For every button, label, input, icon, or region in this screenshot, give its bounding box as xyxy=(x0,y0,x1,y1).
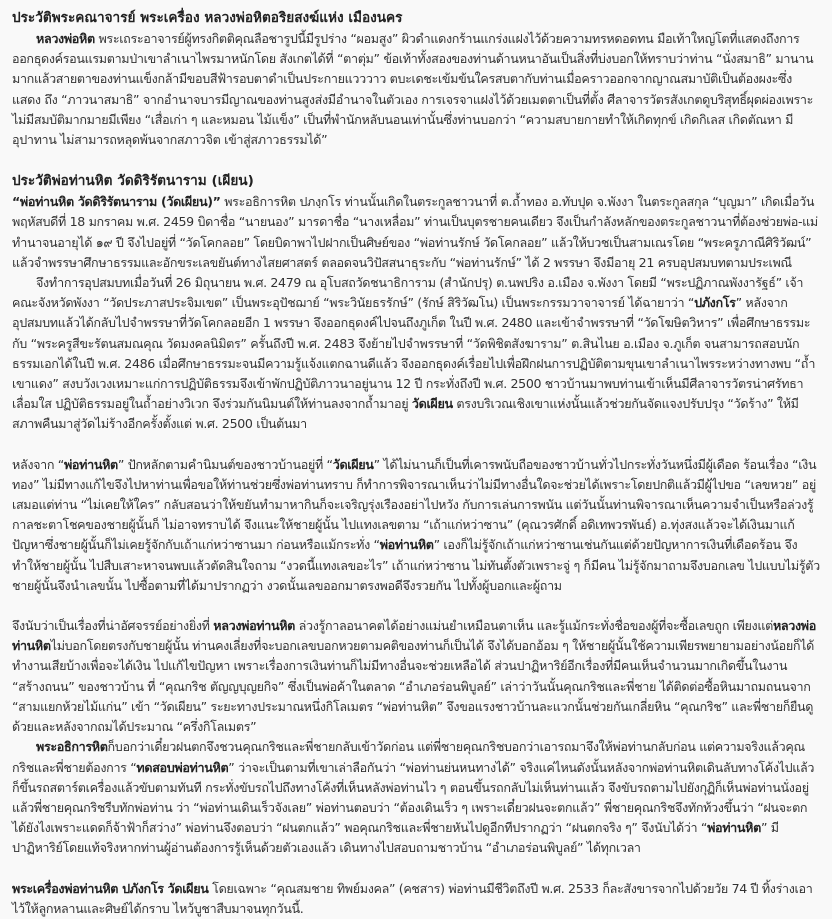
body-text: จึงทำการอุปสมบทเมื่อวันที่ 26 มิถุนายน พ.ศ. 2479 ณ อุโบสถวัดชนาธิการาม (สำนักปรุ) ต.นพปริง อ.เมือง จ.พังงา โดยมี “พระปฏิภาณพังงารัฐธ์” เจ้าคณะจังหวัดพังงา “วัดประภาสประจิมเขต” เป็นพระอุปัชฌาย์ “พระวินัยธรรักษ์” (รักษ์ สิริวัฒโน) เป็นพระกรรมวาจาจารย์ ได้ฉายาว่า “ xyxy=(12,275,804,311)
spacer xyxy=(12,435,820,455)
body-text: หลังจาก “ xyxy=(12,456,64,472)
paragraph xyxy=(12,29,820,150)
emphasis-text: วัดเผียน xyxy=(332,456,374,472)
emphasis-text: พระอธิการหิต xyxy=(36,739,108,755)
paragraph xyxy=(12,616,820,737)
body-text: โดยเฉพาะ “คุณสมชาย ทิพย์มงคล” (คชสาร) พ่อท่านมีชีวิตถึงปี พ.ศ. 2533 ก็ละสังขารจากไปด้วยวัย 74 ปี ทิ้งร่างเอาไว้ให้ลูกหลานและศิษย์ได้กราบ ไหว้บูชาสืบมาจนทุกวันนี้. xyxy=(12,880,813,916)
emphasis-text: หลวงพ่อท่านหิต xyxy=(12,618,816,654)
body-text: พระเถระอาจารย์ผู้ทรงกิตติคุณลือชารูปนี้มีรูปร่าง “ผอมสูง” ผิวดำแดงกร้านแกร่งแฝงไว้ด้วยความทรหดอดทน มือเท้าใหญ่โตที่แสดงถึงการออกธุดงค์รอนแรมตามป่าเขาลำเนาไพรมาหนักโดย สังเกตได้ที่ “ตาตุ่ม” ข้อเท้าทั้งสองของท่านด้านหนาอันเป็นสิ่งที่บ่งบอกให้ทราบว่าท่าน “นั่งสมาธิ” มานานมากแล้วสายตาของท่านแข็งกล้ามีขอบสีฟ้ารอบตาดำเป็นประกายแวววาว ตบะเดชะเข้มข้นใครสบตากับท่านเมื่อคราวออกจากญาณสมาบัติเป็นต้องผงะซึ่งแสดง ถึง “ภาวนาสมาธิ” จากอำนาจบารมีญาณของท่านสูงส่งมีอำนาจในตัวเอง การเจรจาแฝงไว้ด้วยเมตตาเป็นที่ตั้ง ศีลาจารวัตรสังเกตดูบริสุทธิ์ผุดผ่องเพราะไม่มีสมบัติมากมายมีเพียง “เสื่อเก่า ๆ และหมอน ไม้แข็ง” เป็นที่พำนักหลับนอนเท่านั้นซึ่งท่านบอกว่า “ความสบายกายทำให้เกิดทุกข์ เกิดกิเลส เกิดตัณหา มีอุปาทาน ไม่สามารถหลุดพ้นจากสภาวจิต เข้าสู่สภาวธรรมได้” xyxy=(12,31,814,148)
emphasis-text: ทดสอบพ่อท่านหิต xyxy=(136,759,229,775)
spacer xyxy=(12,596,820,616)
spacer xyxy=(12,150,820,170)
body-text: จึงนับว่าเป็นเรื่องที่น่าอัศจรรย์อย่างยิ่งที่ xyxy=(12,618,214,634)
paragraph xyxy=(12,737,820,858)
emphasis-text: พ่อท่านหิต xyxy=(707,820,761,836)
body-text: ” หลังจากอุปสมบทแล้วได้กลับไปจำพรรษาที่วัดโคกลอยอีก 1 พรรษา จึงออกธุดงค์ไปจนถึงภูเก็ต ในปี พ.ศ. 2480 และเข้าจำพรรษาที่ “วัดโฆษิตวิหาร” เพื่อศึกษาธรรมะกับ “พระครูสีขะรัตนสมณคุณ วัดมงคลนิมิตร” ครั้นถึงปี พ.ศ. 2483 จึงย้ายไปจำพรรษาที่ “วัดพิชิตสังฆาราม” ต.สินไนย อ.เมือง จ.ภูเก็ต จนสามารถสอบนักธรรมเอกได้ในปี พ.ศ. 2486 เมื่อศึกษาธรรมะจนมีความรู้แจ้งแตกฉานดีแล้ว จึงออกธุดงค์เรื่อยไปเพื่อฝึกฝนการปฏิบัติตามขุนเขาลำเนาไพรระหว่างทางพบ “ถ้ำเขาแดง” สงบวังเวงเหมาะแก่การปฏิบัติธรรมจึงเข้าพักปฏิบัติภาวนาอยู่นาน 12 ปี กระทั่งถึงปี พ.ศ. 2500 ชาวบ้านมาพบท่านเข้าเห็นมีศีลาจารวัตรน่าศรัทธาเลื่อมใส ปฏิบัติธรรมอยู่ในถ้ำอย่างวิเวก จึงร่วมกันนิมนต์ให้ท่านลงจากถ้ำมาอยู่ xyxy=(12,295,816,412)
body-text: พระอธิการหิต ปภงฺกโร ท่านนั้นเกิดในตระกูลชาวนาที่ ต.ถ้ำทอง อ.ทับปุด จ.พังงา ในตระกูลสกุล “บุญมา” เกิดเมื่อวันพฤหัสบดีที่ 18 มกราคม พ.ศ. 2459 บิดาชื่อ “นายนอง” มารดาชื่อ “นางเหลื่อม” ท่านเป็นบุตรชายคนเดียว จึงเป็นกำลังหลักของตระกูลชาวนาที่ต้องช่วยพ่อ-แม่ทำนาจนอายุได้ ๑๙ ปี จึงไปอยู่ที่ “วัดโคกลอย” โดยบิดาพาไปฝากเป็นศิษย์ของ “พ่อท่านรักษ์ วัดโคกลอย” แล้วให้บวชเป็นสามเณรโดย “พระครูภาณีศิริวัฒน์” แล้วจำพรรษาศึกษาธรรมและอักขระเลขยันต์ทางไสยศาสตร์ ตลอดจนวิปัสสนาธุระกับ “พ่อท่านรักษ์” ได้ 2 พรรษา จึงมีอายุ 21 ครบอุปสมบทตามประเพณี xyxy=(12,194,818,270)
emphasis-text: หลวงพ่อหิต xyxy=(36,31,95,46)
spacer xyxy=(12,859,820,879)
paragraph xyxy=(12,273,820,435)
body-text: ไม่บอกโดยตรงกับชายผู้นั้น ท่านคงเลี่ยงที่จะบอกเลขบอกหวยตามคติของท่านก็เป็นได้ จึงได้บอกอ้อม ๆ ให้ชายผู้นั้นใช้ความเพียรพยายามอย่างน้อยก็ได้ทำงานเสียบ้างเพื่อจะได้เงิน ไปแก้ไขปัญหา เพราะเรื่องการเงินท่านก็ไม่มีทางอื่นจะช่วยเหลือได้ ส่วนปาฏิหาริย์อีกเรื่องที่มีคนเห็นจำนวนมากเกิดขึ้นในงาน “สร้างถนน” ของชาวบ้าน ที่ “คุณกริช ตัญญบุญยกิจ” ซึ่งเป็นพ่อค้าในตลาด “อำเภอร่อนพิบูลย์” เล่าว่าวันนั้นคุณกริชและพี่ชาย ได้ติดต่อซื้อหินมาถมถนนจาก “สามแยกห้วยไม้แก่น” เข้า “วัดเผียน” ระยะทางประมาณหนึ่งกิโลเมตร “พ่อท่านหิต” จึงขอแรงชาวบ้านละแวกนั้นช่วยกันเกลี่ยหิน “คุณกริช” และพี่ชายก็ยืนดูด้วยและหลังจากถมได้ประมาณ “ครึ่งกิโลเมตร” xyxy=(12,638,814,735)
body-text: ล่วงรู้กาลอนาคตได้อย่างแม่นยำเหมือนตาเห็น และรู้แม้กระทั่งชื่อของผู้ที่จะซื้อเลขถูก เพียงแต่ xyxy=(295,618,773,634)
emphasis-text: “พ่อท่านหิต วัดดิริรัตนาราม (วัดเผียน)” xyxy=(12,194,221,210)
section-title-biography-luang-pho-hit: ประวัติพระคณาจารย์ พระเครื่อง หลวงพ่อหิตอริยสงฆ์แห่ง เมืองนคร xyxy=(12,10,403,26)
emphasis-text: วัดเผียน xyxy=(411,396,453,412)
body-text: ” ว่าจะเป็นตามที่เขาเล่าลือกันว่า “พ่อท่านย่นหนทางได้” จริงแค่ไหนดังนั้นหลังจากพ่อท่านหิตเดินลับทางโค้งไปแล้ว ก็ขึ้นรถสตาร์ตเครื่องแล้วขับตามทันที กระทั่งขับรถไปถึงทางโค้งที่เห็นหลังพ่อท่านไว ๆ ตอนขึ้นรถกลับไม่เห็นท่านแล้ว จึงขับรถตามไปยังกุฏิก็เห็นพ่อท่านนั่งอยู่แล้วพี่ชายคุณกริชรีบทักพ่อท่าน ว่า “พ่อท่านเดินเร็วจังเลย” พ่อท่านตอบว่า “ต้องเดินเร็ว ๆ เพราะเดี๋ยวฝนจะตกแล้ว” พี่ชายคุณกริชจึงทักท้วงขึ้นว่า “ฝนจะตกได้ยังไงเพราะแดดก็จ้าฟ้าก็สว่าง” พ่อท่านจึงตอบว่า “ฝนตกแล้ว” พอคุณกริชและพี่ชายหันไปดูอีกทีปรากฏว่า “ฝนตกจริง ๆ” จึงนับได้ว่า “ xyxy=(12,759,815,836)
emphasis-text: หลวงพ่อท่านหิต xyxy=(213,618,296,634)
section-title-biography-wat-phian: ประวัติพ่อท่านหิต วัดดิริรัตนาราม (เผียน) xyxy=(12,173,254,190)
body-text: ” ได้ไม่นานก็เป็นที่เคารพนับถือของชาวบ้านทั่วไปกระทั่งวันหนึ่งมีผู้เดือด ร้อนเรื่อง “เงินทอง” ไม่มีทางแก้ไขจึงไปหาท่านเพื่อขอให้ท่านช่วยซึ่งพ่อท่านทราบ ก็ทำการพิจารณาเห็นว่าไม่มีทางอื่นใดจะช่วยได้เพราะโดยปกติแล้วมีผู้ไปขอ “เลขหวย” อยู่เสมอแต่ท่าน “ไม่เคยให้ใคร” กลับสอนว่าให้ขยันทำมาหากินก็จะเจริญรุ่งเรืองอย่าไปหวัง กับการเล่นการพนัน แต่วันนั้นท่านพิจารณาเห็นความจำเป็นหรือล่วงรู้กาลชะตาโชคของชายผู้นั้นก็ ไม่อาจทราบได้ จึงแนะให้ชายผู้นั้น ไปแทงเลขตาม “เถ้าแก่หว่าซาน” (คุณวรศักดิ์ อดิเทพวรพันธ์) อ.ทุ่งสงแล้วจะได้เงินมาแก้ปัญหาซึ่งชายผู้นั้นก็ไม่เคยรู้จักกับเถ้าแก่หว่าซานมา ก่อนหรือแม้กระทั่ง “ xyxy=(12,456,817,553)
emphasis-text: พ่อท่านหิต xyxy=(379,537,434,553)
body-text: ตรงบริเวณเชิงเขาแห่งนั้นแล้วช่วยกันจัดแจงปรับปรุง “วัดร้าง” ให้มีสภาพคืนมาสู่วัดไม่ร้างอีกครั้งตั้งแต่ พ.ศ. 2500 เป็นต้นมา xyxy=(12,396,799,432)
paragraph xyxy=(12,192,820,273)
body-text: ” มีปาฏิหาริย์โดยแท้จริงหากท่านผู้อ่านต้องการรู้เห็นด้วยตัวเองแล้ว เดินทางไปสอบถามชาวบ้าน “อำเภอร่อนพิบูลย์” ได้ทุกเวลา xyxy=(12,820,779,856)
body-text: ” ปักหลักตามคำนิมนต์ของชาวบ้านอยู่ที่ “ xyxy=(117,456,333,472)
body-text: ” เองก็ไม่รู้จักเถ้าแก่หว่าซานเช่นกันแต่ด้วยปัญหาการเงินที่เดือดร้อน จึงทำให้ชายผู้นั้น ไปสืบเสาะหาจนพบแล้วตัดสินใจถาม “งวดนี้แทงเลขอะไร” เถ้าแก่หว่าซาน ไม่ทันตั้งตัวเพราะจู่ ๆ ก็มีคน ไม่รู้จักมาถามจึงบอกเลข ไปแบบไม่รู้ตัว ชายผู้นั้นจึงนำเลขนั้น ไปซื้อตามที่ได้มาปรากฏว่า งวดนั้นเลขออกมาตรงพอดีจึงรวยกัน ไปทั้งผู้บอกและผู้ถาม xyxy=(12,537,820,593)
body-text: ก็บอกว่าเดี๋ยวฝนตกจึงชวนคุณกริชและพี่ชายกลับเข้าวัดก่อน แต่พี่ชายคุณกริชบอกว่าเอารถมาจึงให้พ่อท่านกลับก่อน แต่ความจริงแล้วคุณกริชและพี่ชายต้องการ “ xyxy=(12,739,805,775)
emphasis-text: ปภังกโร xyxy=(694,295,736,311)
paragraph xyxy=(12,455,820,596)
paragraph xyxy=(12,879,820,919)
emphasis-text: พระเครื่องพ่อท่านหิต ปภังกโร วัดเผียน xyxy=(12,880,209,896)
emphasis-text: พ่อท่านหิต xyxy=(63,456,118,472)
